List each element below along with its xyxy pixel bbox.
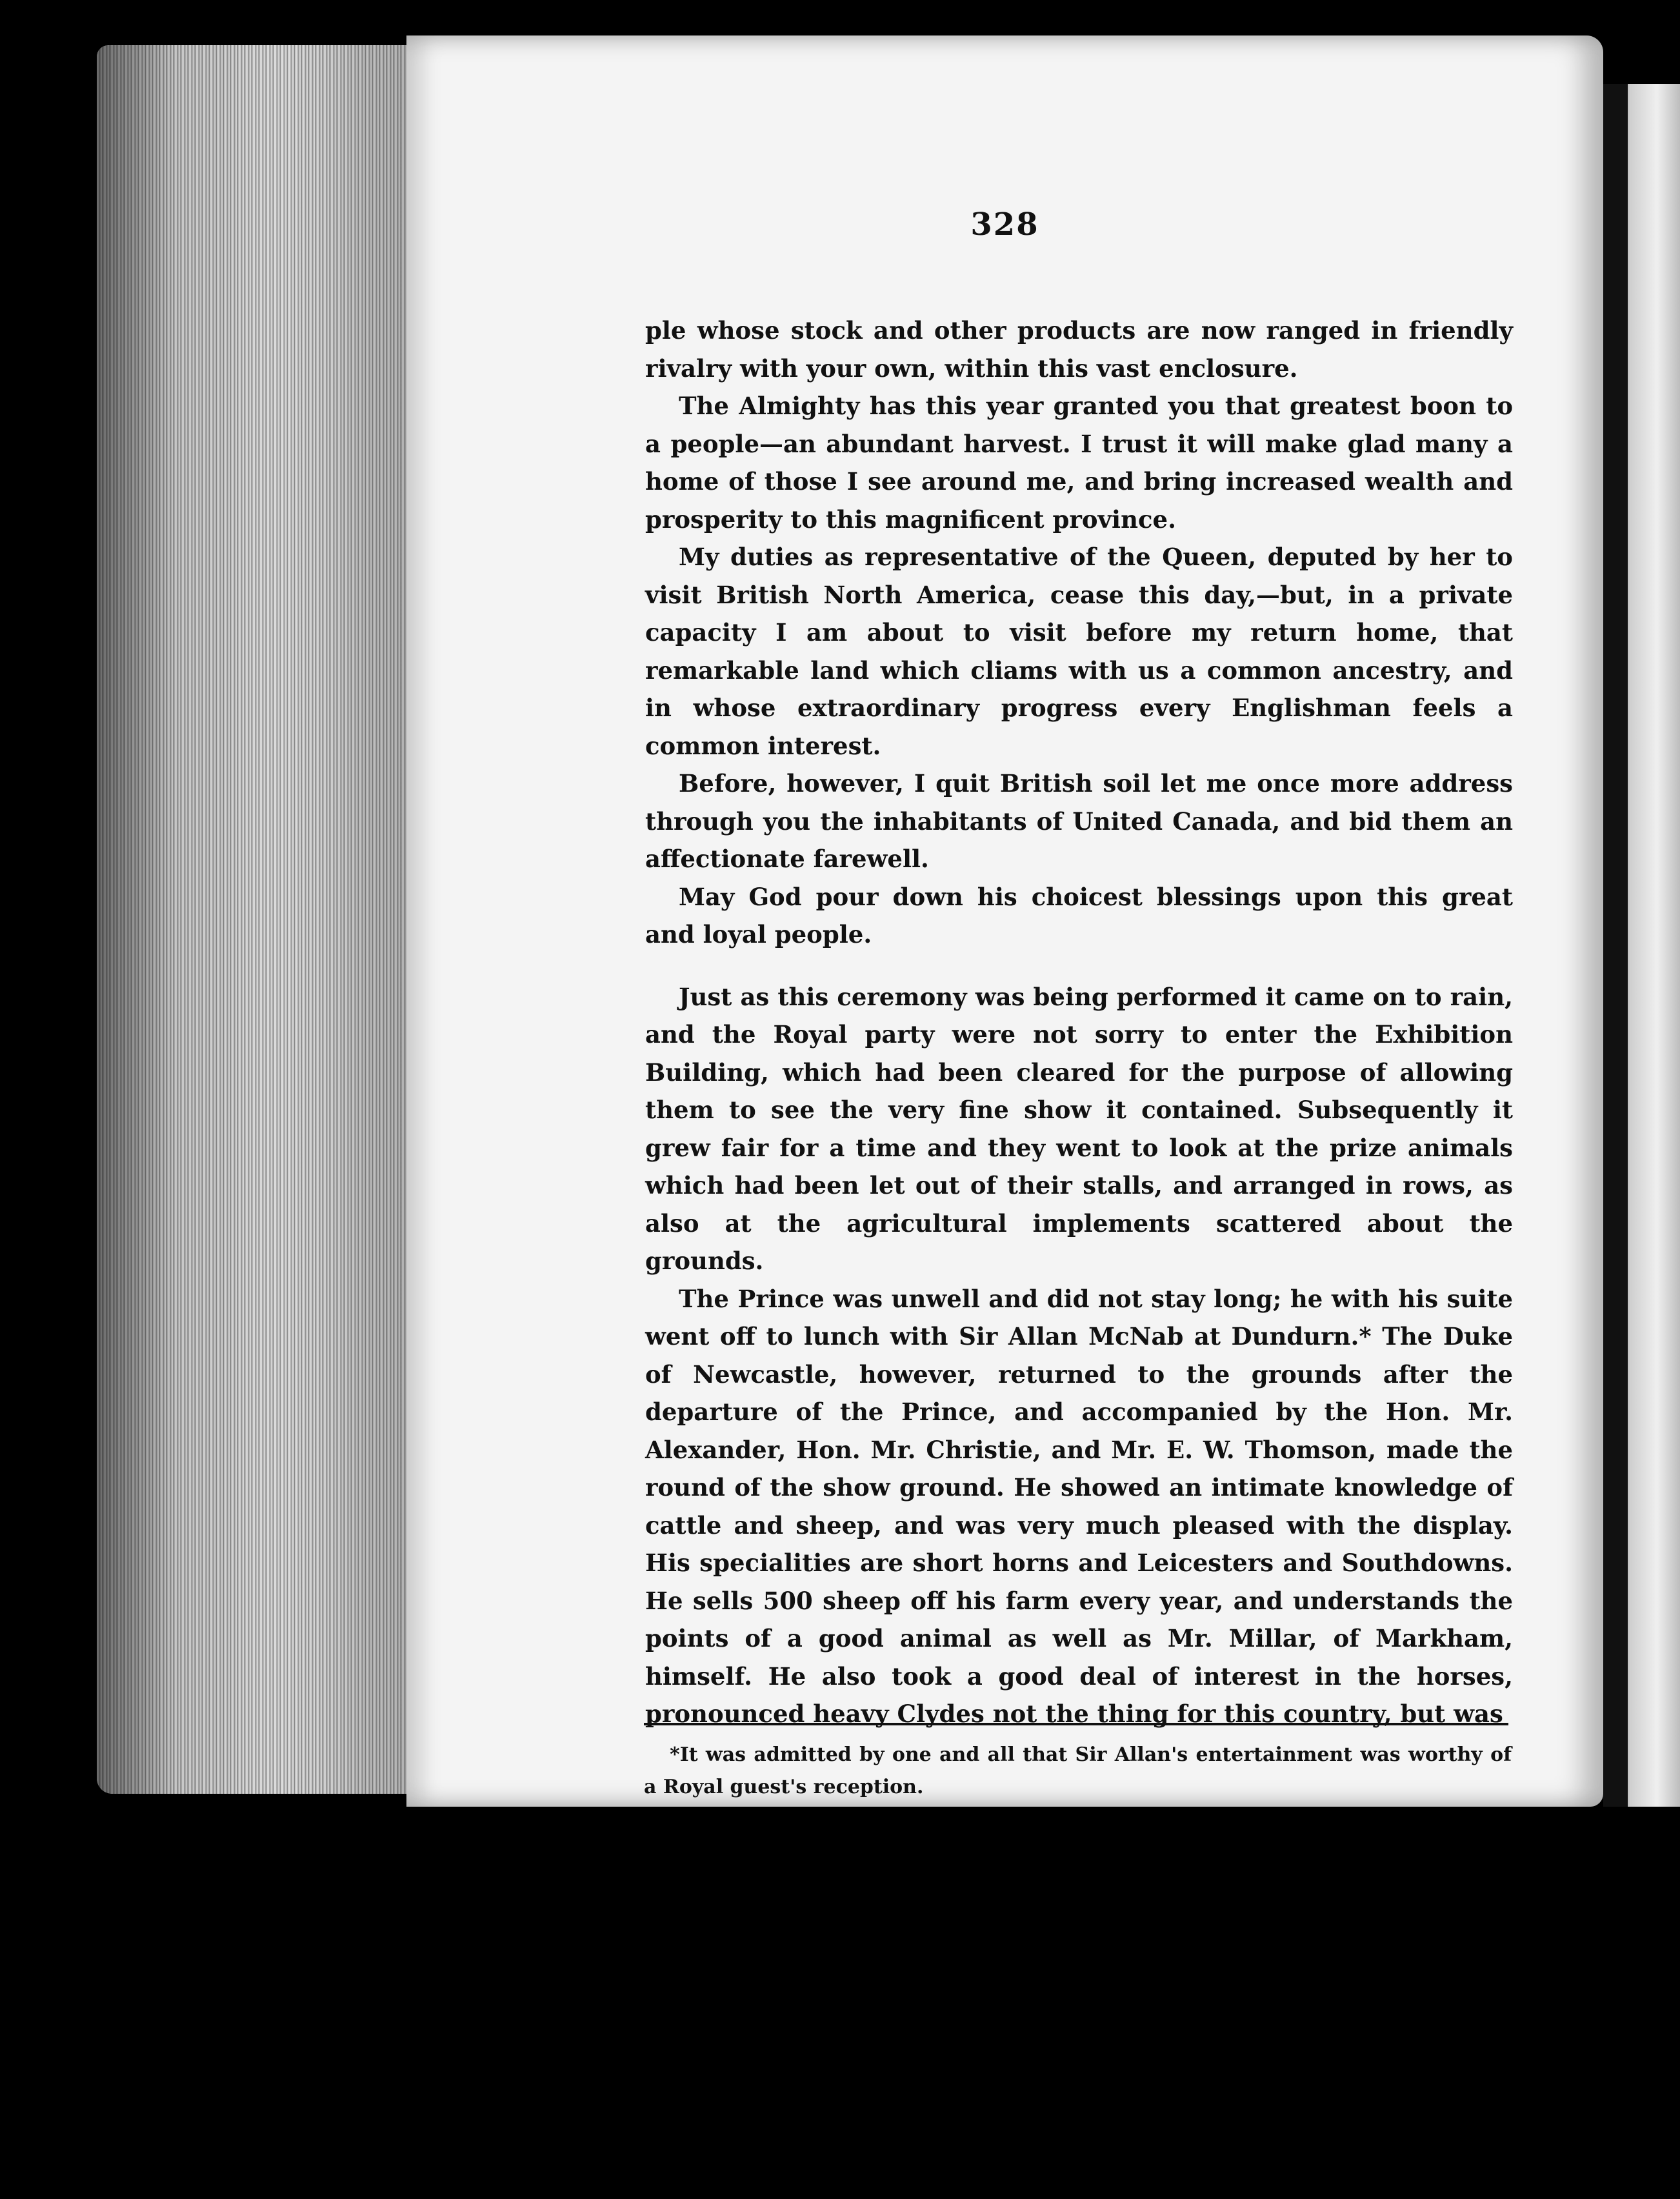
book-page <box>406 35 1603 1807</box>
paragraph-3: My duties as representative of the Queen, deputed by her to visit British North America, cease this day,—but, in a private capacity I am about to visit before my return home, that remarkable land which cliams with us a common ancestry, and in whose extraordinary progress every Englishman feels a common interest. <box>645 543 1513 760</box>
paragraph-6: Just as this ceremony was being performed it came on to rain, and the Royal party were not sorry to enter the Exhibition Building, which had been cleared for the purpose of allowing them to see the very fine show it contained. Subsequently it grew fair for a time and they went to look at the prize animals which had been let out of their stalls, and arranged in rows, as also at the agricultural implements scattered about the grounds. <box>645 982 1513 1275</box>
paragraph-2: The Almighty has this year granted you that greatest boon to a people—an abundant harvest. I trust it will make glad many a home of those I see around me, and bring increased wealth and prosperity to this magnificent province. <box>645 392 1513 534</box>
body-text <box>645 312 1513 1733</box>
paragraph-4: Before, however, I quit British soil let me once more address through you the inhabitants of United Canada, and bid them an affectionate farewell. <box>645 769 1513 873</box>
book-page-edges <box>97 45 413 1794</box>
paragraph-7: The Prince was unwell and did not stay long; he with his suite went off to lunch with Sir Allan McNab at Dundurn.* The Duke of Newcastle, however, returned to the grounds after the departure of the Prince, and accompanied by the Hon. Mr. Alexander, Hon. Mr. Christie, and Mr. E. W. Thomson, made the round of the show ground. He showed an intimate knowledge of cattle and sheep, and was very much pleased with the display. His specialities are short horns and Leicesters and Southdowns. He sells 500 sheep off his farm every year, and understands the points of a good animal as well as Mr. Millar, of Markham, himself. He also took a good deal of interest in the horses, pronounced heavy Clydes not the thing for this country, but was <box>645 1284 1513 1728</box>
page-edges-shading <box>97 45 413 1794</box>
next-page-edge <box>1603 84 1680 1807</box>
footnote-divider <box>644 1723 1508 1725</box>
footnote: *It was admitted by one and all that Sir Allan's entertainment was worthy of a Royal guest's reception. <box>644 1743 1512 1798</box>
page-number: 328 <box>970 206 1039 243</box>
paragraph-5: May God pour down his choicest blessings upon this great and loyal people. <box>645 882 1513 949</box>
paragraph-1: ple whose stock and other products are now ranged in friendly rivalry with your own, within this vast enclosure. <box>645 316 1513 383</box>
binding-shadow <box>1603 84 1628 1807</box>
